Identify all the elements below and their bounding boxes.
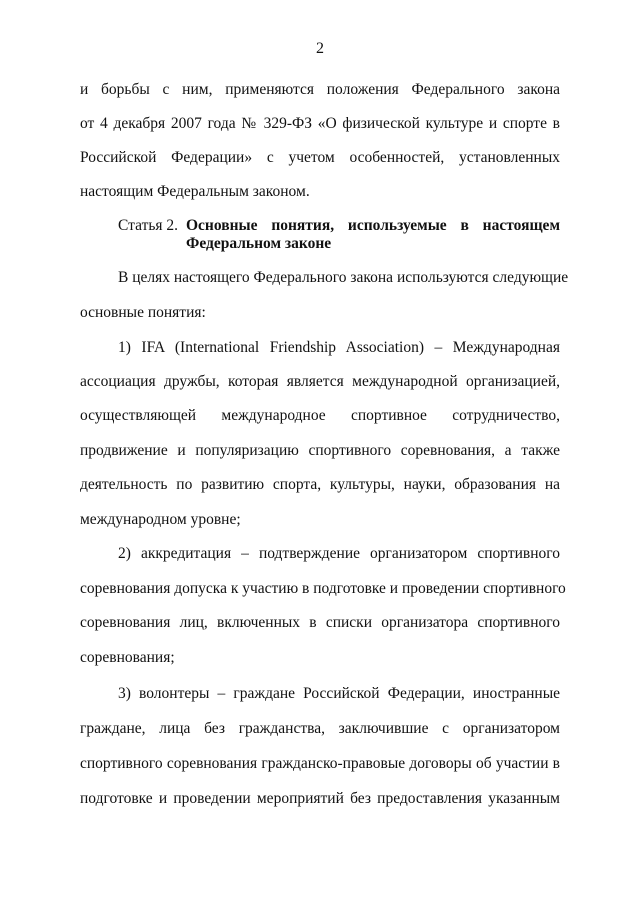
page-number: 2 xyxy=(316,40,324,57)
paragraph-1-line-2: от 4 декабря 2007 года № 329-ФЗ «О физической культуре и спорте в xyxy=(80,115,560,132)
paragraph-3-line-6: международном уровне; xyxy=(80,511,241,528)
paragraph-3-line-2: ассоциация дружбы, которая является международной организацией, xyxy=(80,373,560,390)
paragraph-1-line-1: и борьбы с ним, применяются положения Федерального закона xyxy=(80,81,560,98)
article-label: Статья 2. xyxy=(118,217,179,234)
paragraph-5-line-4: подготовке и проведении мероприятий без предоставления указанным xyxy=(80,790,560,807)
paragraph-4-line-1: 2) аккредитация – подтверждение организатором спортивного xyxy=(118,545,560,562)
paragraph-5-line-3: спортивного соревнования гражданско-правовые договоры об участии в xyxy=(80,755,560,772)
paragraph-5-line-1: 3) волонтеры – граждане Российской Федерации, иностранные xyxy=(118,685,560,702)
paragraph-1-line-4: настоящим Федеральным законом. xyxy=(80,183,310,200)
paragraph-2-line-1: В целях настоящего Федерального закона используются следующие xyxy=(118,269,569,286)
paragraph-4-line-3: соревнования лиц, включенных в списки организатора спортивного xyxy=(80,614,560,631)
article-title-line-1: Основные понятия, используемые в настоящем xyxy=(186,217,560,234)
paragraph-3-line-1: 1) IFA (International Friendship Association) – Международная xyxy=(118,339,560,356)
paragraph-5-line-2: граждане, лица без гражданства, заключившие с организатором xyxy=(80,720,560,737)
paragraph-1-line-3: Российской Федерации» с учетом особенностей, установленных xyxy=(80,149,560,166)
paragraph-3-line-4: продвижение и популяризацию спортивного соревнования, а также xyxy=(80,442,560,459)
paragraph-4-line-2: соревнования допуска к участию в подготовке и проведении спортивного xyxy=(80,580,566,597)
paragraph-2-line-2: основные понятия: xyxy=(80,304,206,321)
article-title-line-2: Федеральном законе xyxy=(186,235,332,252)
paragraph-3-line-5: деятельность по развитию спорта, культуры, науки, образования на xyxy=(80,476,560,493)
paragraph-4-line-4: соревнования; xyxy=(80,649,175,666)
paragraph-3-line-3: осуществляющей международное спортивное сотрудничество, xyxy=(80,407,560,424)
